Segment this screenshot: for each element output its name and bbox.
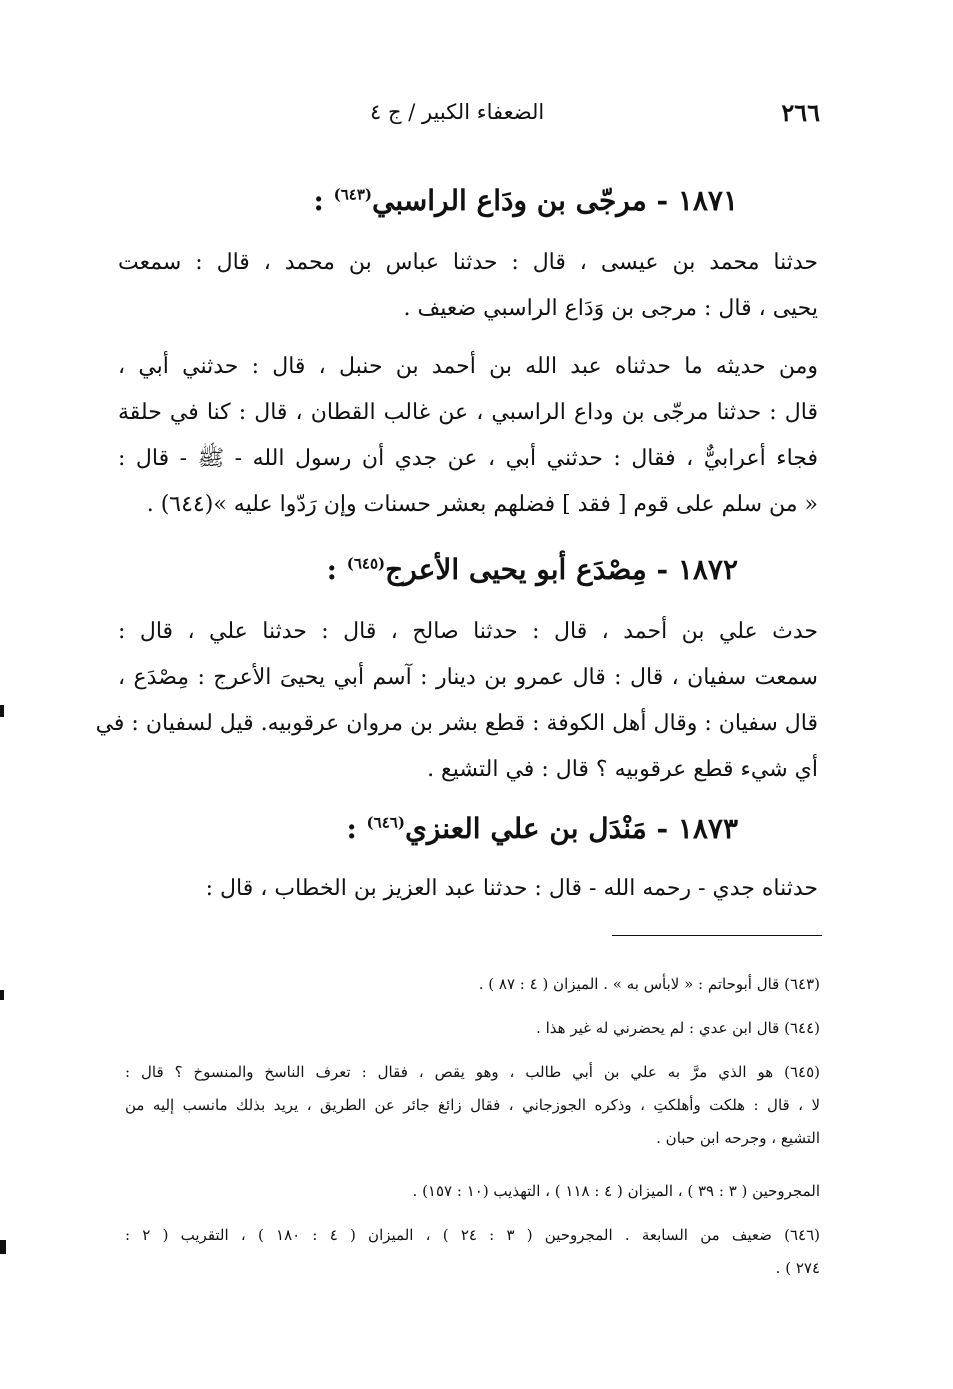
text-line: أي شيء قطع عرقوبيه ؟ قال : في التشيع .: [427, 757, 818, 782]
text-line: يحيى ، قال : مرجى بن وَدَاع الراسبي ضعيف .: [403, 296, 818, 321]
text-line: قال سفيان : وقال أهل الكوفة : قطع بشر بن مروان عرقوبيه. قيل لسفيان : في: [95, 711, 818, 736]
footnote-line: (٦٤٦) ضعيف من السابعة . المجروحين ( ٣ : ٢٤ ) ، الميزان ( ٤ : ١٨٠ ) ، التقريب ( ٢ :: [125, 1226, 820, 1244]
footnote-645: [125, 1056, 820, 1155]
footnote-line: لا ، قال : هلكت وأهلكتِ ، وذكره الجوزجاني ، فقال زائغ جائر عن الطريق ، يريد بذلك مانسب إليه من: [125, 1096, 820, 1114]
paragraph: [95, 609, 818, 793]
footnote-646: [125, 1219, 820, 1285]
text-line: سمعت سفيان ، قال : قال عمرو بن دينار : آسم أبي يحيىَ الأعرج : مِصْدَع ،: [118, 665, 818, 690]
footnote-ref: (٦٤٦): [366, 813, 405, 832]
footnote-divider: [612, 935, 822, 936]
text-line: فجاء أعرابيٌّ ، فقال : حدثني أبي ، عن جدي أن رسول الله - ﷺ - قال :: [118, 446, 818, 471]
footnote-643: [125, 968, 820, 1001]
footnote-line: المجروحين ( ٣ : ٣٩ ) ، الميزان ( ٤ : ١١٨ ) ، التهذيب (١٠ : ١٥٧) .: [412, 1182, 820, 1200]
heading-colon: :: [313, 184, 324, 217]
running-header: [120, 96, 820, 136]
scan-edge-mark: [0, 1240, 6, 1254]
page-number: ٢٦٦: [781, 98, 820, 127]
entry-heading-1871: [314, 184, 738, 217]
heading-colon: :: [326, 553, 337, 586]
text-line: حدث علي بن أحمد ، قال : حدثنا صالح ، قال : حدثنا علي ، قال :: [118, 619, 818, 644]
entry-title: ١٨٧٢ - مِصْدَع أبو يحيى الأعرج: [385, 553, 738, 586]
text-line: حدثناه جدي - رحمه الله - قال : حدثنا عبد العزيز بن الخطاب ، قال :: [205, 876, 818, 901]
text-line: حدثنا محمد بن عيسى ، قال : حدثنا عباس بن محمد ، قال : سمعت: [118, 250, 818, 275]
text-line: « من سلم على قوم [ فقد ] فضلهم بعشر حسنات وإن رَدّوا عليه »(٦٤٤) .: [146, 492, 818, 517]
running-title: الضعفاء الكبير / ج ٤: [370, 100, 545, 124]
scan-edge-mark: [0, 705, 4, 717]
footnote-645-sources: [125, 1175, 820, 1208]
paragraph: [118, 866, 818, 912]
entry-heading-1873: [346, 812, 738, 845]
footnote-ref: (٦٤٥): [346, 554, 386, 573]
paragraph: [118, 344, 818, 528]
footnote-line: ٢٧٤ ) .: [775, 1259, 820, 1277]
footnote-line: (٦٤٥) هو الذي مرَّ به علي بن أبي طالب ، وهو يقص ، فقال : تعرف الناسخ والمنسوخ ؟ قال :: [125, 1063, 820, 1081]
entry-title: ١٨٧١ - مرجّى بن ودَاع الراسبي: [372, 184, 738, 217]
footnote-line: (٦٤٤) قال ابن عدي : لم يحضرني له غير هذا .: [536, 1019, 820, 1037]
entry-title: ١٨٧٣ - مَنْدَل بن علي العنزي: [404, 812, 738, 845]
footnote-line: (٦٤٣) قال أبوحاتم : « لابأس به » . الميزان ( ٤ : ٨٧ ) .: [478, 975, 820, 993]
paragraph: [118, 240, 818, 332]
entry-heading-1872: [327, 553, 738, 586]
scan-edge-mark: [0, 990, 4, 1000]
footnote-644: [125, 1012, 820, 1045]
footnote-ref: (٦٤٣): [333, 185, 373, 204]
footnote-line: التشيع ، وجرحه ابن حبان .: [656, 1129, 820, 1147]
heading-colon: :: [346, 812, 357, 845]
text-line: قال : حدثنا مرجّى بن وداع الراسبي ، عن غالب القطان ، قال : كنا في حلقة: [118, 400, 818, 425]
text-line: ومن حديثه ما حدثناه عبد الله بن أحمد بن حنبل ، قال : حدثني أبي ،: [118, 354, 818, 379]
